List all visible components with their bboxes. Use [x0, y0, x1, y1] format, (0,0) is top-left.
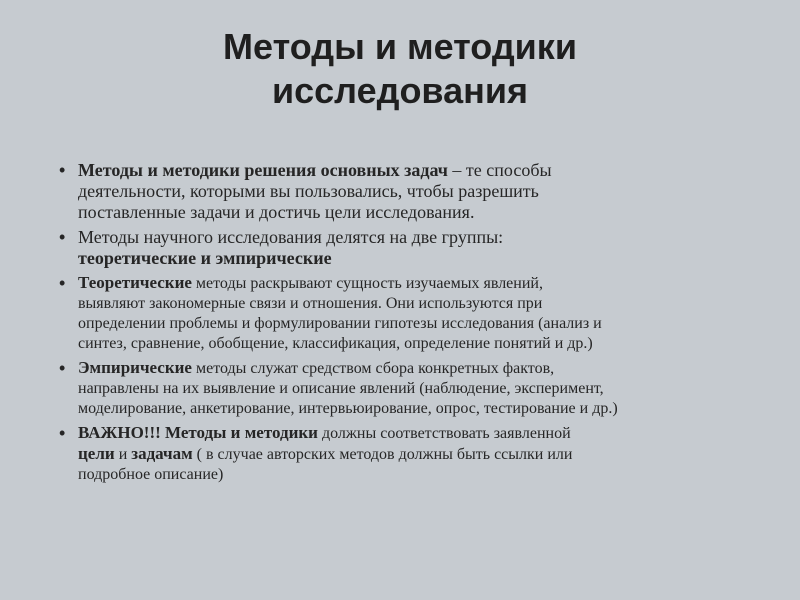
slide-title [100, 25, 700, 113]
bullet-line: определении проблемы и формулировании гипотезы исследования (анализ и [78, 315, 602, 332]
bullet-line: ВАЖНО!!! Методы и методики должны соответствовать заявленной [78, 423, 571, 442]
bullet-line: поставленные задачи и достичь цели исследования. [78, 202, 475, 222]
bullet-dot-icon: • [59, 160, 66, 180]
bullet-list [56, 160, 776, 489]
bullet-line: Методы и методики решения основных задач – те способы [78, 160, 552, 180]
bullet-line: направлены на их выявление и описание явлений (наблюдение, эксперимент, [78, 380, 604, 397]
bullet-line: Методы научного исследования делятся на две группы: [78, 227, 504, 247]
bullet-empirical-methods [56, 358, 776, 419]
bullet-line: теоретические и эмпирические [78, 248, 332, 268]
bullet-important-note [56, 423, 776, 485]
slide-title-line-2: исследования [272, 70, 528, 111]
bullet-two-groups [56, 227, 776, 269]
bullet-line: моделирование, анкетирование, интервьюирование, опрос, тестирование и др.) [78, 400, 618, 417]
bullet-line: синтез, сравнение, обобщение, классификация, определение понятий и др.) [78, 335, 593, 352]
bullet-theoretical-methods [56, 273, 776, 354]
bullet-methods-definition [56, 160, 776, 223]
bullet-line: подробное описание) [78, 466, 224, 483]
bullet-dot-icon: • [59, 227, 66, 247]
bullet-line: Эмпирические методы служат средством сбора конкретных фактов, [78, 358, 555, 377]
bullet-line: выявляют закономерные связи и отношения. Они используются при [78, 295, 543, 312]
bullet-dot-icon: • [59, 358, 66, 378]
bullet-dot-icon: • [59, 423, 66, 443]
bullet-dot-icon: • [59, 273, 66, 293]
bullet-line: цели и задачам ( в случае авторских методов должны быть ссылки или [78, 444, 573, 463]
bullet-line: деятельности, которыми вы пользовались, чтобы разрешить [78, 181, 539, 201]
bullet-line: Теоретические методы раскрывают сущность изучаемых явлений, [78, 273, 543, 292]
slide-title-line-1: Методы и методики [223, 26, 577, 67]
